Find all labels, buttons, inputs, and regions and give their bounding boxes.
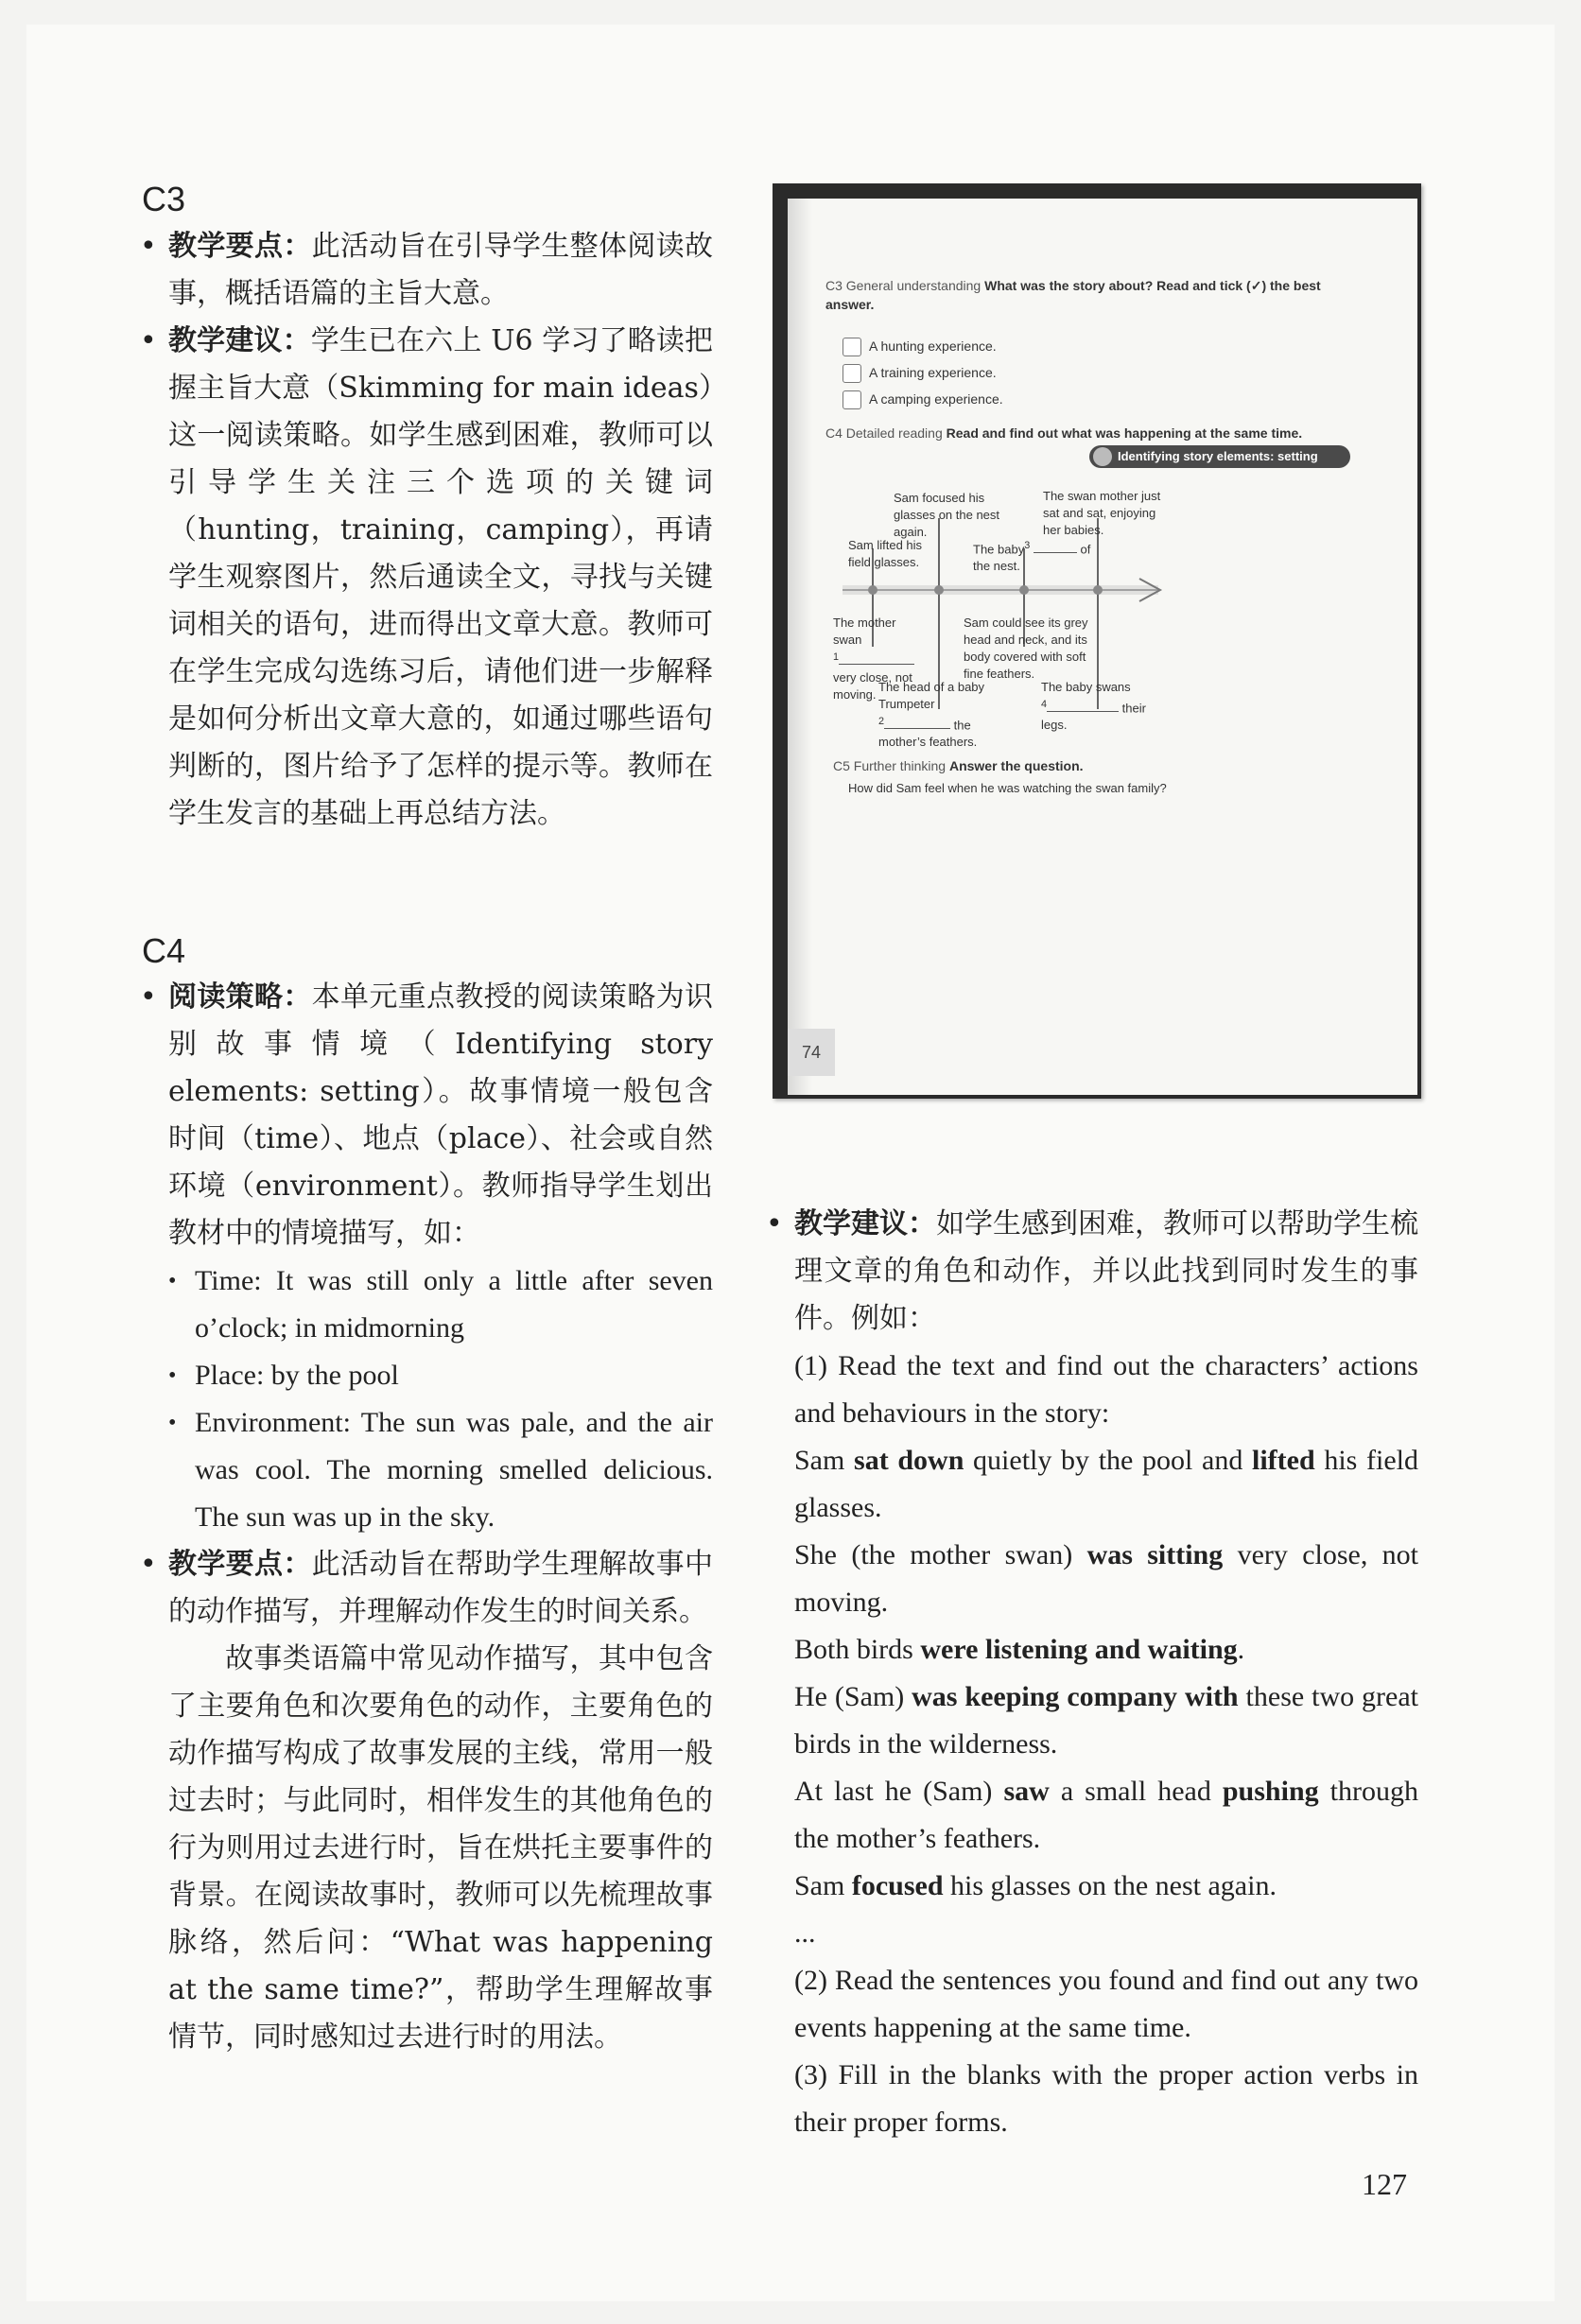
example-time: • Time: It was still only a little after seven o’clock; in midmorning [168, 1257, 713, 1352]
right-teaching-suggestion-label: 教学建议： [794, 1207, 936, 1240]
example-sentence-5: At last he (Sam) saw a small head pushing through the mother’s feathers. [794, 1776, 1418, 1854]
b3a: The head of a baby Trumpeter [878, 680, 985, 711]
timeline-top-1: Sam focused his glasses on the nest again. [894, 491, 1000, 539]
blank-num-4: 4 [1041, 699, 1048, 710]
strategy-badge-label: Identifying story elements: setting [1118, 449, 1318, 463]
example-sentence-4: He (Sam) was keeping company with these two great birds in the wilderness. [794, 1681, 1418, 1760]
c4-examples [140, 1257, 713, 1541]
b4b: their legs. [1041, 701, 1146, 733]
right-teaching-suggestion-text: 如学生感到困难，教师可以帮助学生梳理文章的角色和动作，并以此找到同时发生的事件。例如： [794, 1207, 1418, 1335]
blank-4-row [1041, 696, 1173, 734]
blank-num-3: 3 [1024, 540, 1031, 551]
b1b: very close, not moving. [833, 670, 912, 702]
inset-page-number: 74 [788, 1029, 835, 1076]
right-teaching-suggestion [766, 1201, 1418, 1343]
c3-body [140, 223, 713, 838]
step-3: (3) Fill in the blanks with the proper action verbs in their proper forms. [794, 2059, 1418, 2138]
b4a: The baby swans [1041, 680, 1131, 694]
blank-4[interactable] [1047, 711, 1119, 712]
c3-teaching-suggestion-label: 教学建议： [168, 324, 311, 357]
c3-teaching-suggestion-text: 学生已在六上 U6 学习了略读把握主旨大意（Skimming for main ideas）这一阅读策略。如学生感到困难，教师可以引导学生关注三个选项的关键词（hunting，training，camping），再请学生观察图片，然后通读全文，寻找与关键词相关的语句，进而得出文章大意。教师可在学生完成勾选练习后，请他们进一步解释是如何分析出文章大意的，如通过哪些语句判断的，图片给予了怎样的提示等。教师在学生发言的基础上再总结方法。 [168, 324, 714, 830]
c4-reading-strategy-label: 阅读策略： [168, 980, 312, 1014]
c4-reading-strategy-text: 本单元重点教授的阅读策略为识别故事情境（Identifying story elements: setting）。故事情境一般包含时间（time）、地点（place）、社会或自然环境（environment）。教师指导学生划出教材中的情境描写，如： [168, 980, 714, 1250]
timeline-bottom-3 [878, 679, 1011, 751]
inset-c3-instr: What was the story about? Read and tick (✓) the best answer. [825, 278, 1321, 312]
timeline-top-4 [973, 537, 1096, 575]
option-hunting-label: A hunting experience. [869, 338, 997, 354]
textbook-inset [773, 183, 1421, 1099]
example-sentence-6: Sam focused his glasses on the nest again. [794, 1870, 1277, 1901]
step-1: (1) Read the text and find out the characters’ actions and behaviours in the story: [794, 1350, 1418, 1429]
example-sentence-2: She (the mother swan) was sitting very close, not moving. [794, 1539, 1419, 1618]
blank-num-2: 2 [878, 716, 885, 727]
blank-2[interactable] [884, 728, 950, 729]
inset-c5-heading [833, 756, 1381, 775]
t4a: The baby [973, 542, 1025, 557]
blank-3[interactable] [1034, 552, 1077, 553]
c4-body [140, 974, 713, 2061]
c4-teaching-point-label: 教学要点： [168, 1548, 312, 1581]
c4-action-description: 故事类语篇中常见动作描写，其中包含了主要角色和次要角色的动作，主要角色的动作描写构成了故事发展的主线，常用一般过去时；与此同时，相伴发生的其他角色的行为则用过去进行时，旨在烘托主要事件的背景。在阅读故事时，教师可以先梳理故事脉络，然后问：“What was happening at the same time?”，帮助学生理解故事情节，同时感知过去进行时的用法。 [168, 1642, 713, 2054]
blank-1[interactable] [839, 664, 914, 665]
c3-teaching-point-text: 此活动旨在引导学生整体阅读故事，概括语篇的主旨大意。 [168, 230, 714, 310]
option-camping-label: A camping experience. [869, 391, 1003, 407]
t4b: of the nest. [973, 542, 1091, 574]
example-place: • Place: by the pool [168, 1352, 713, 1399]
inset-c4-label: C4 Detailed reading [825, 425, 943, 441]
c3-heading: C3 [142, 180, 186, 218]
c4-teaching-point [140, 1541, 713, 1636]
example-environment: • Environment: The sun was pale, and the air was cool. The morning smelled delicious. The sun was up in the sky. [168, 1399, 713, 1541]
right-body [766, 1201, 1418, 2146]
inset-c3-label: C3 General understanding [825, 278, 982, 293]
timeline-top-2: The swan mother just sat and sat, enjoying her babies. [1043, 489, 1161, 537]
textbook-inset-page [788, 199, 1417, 1095]
c4-reading-strategy [140, 974, 713, 1257]
timeline-bottom-4 [1041, 679, 1173, 734]
inset-c4-instr: Read and find out what was happening at the same time. [946, 425, 1303, 441]
page-number: 127 [1362, 2167, 1407, 2201]
blank-1-row [833, 649, 928, 669]
example-sentence-1: Sam sat down quietly by the pool and lifted his field glasses. [794, 1445, 1418, 1523]
c4-heading: C4 [142, 931, 186, 970]
timeline-bottom-2: Sam could see its grey head and neck, and its body covered with soft fine feathers. [964, 616, 1088, 681]
step-2: (2) Read the sentences you found and find out any two events happening at the same time. [794, 1965, 1418, 2043]
c3-teaching-point [140, 223, 713, 318]
inset-c5-label: C5 Further thinking [833, 758, 947, 773]
option-training-label: A training experience. [869, 365, 997, 380]
example-sentence-3: Both birds were listening and waiting. [794, 1634, 1245, 1665]
ellipsis: ... [794, 1917, 816, 1949]
c3-teaching-suggestion [140, 318, 713, 838]
b3b: the mother’s feathers. [878, 718, 978, 750]
c4-teaching-point-text: 此活动旨在帮助学生理解故事中的动作描写，并理解动作发生的时间关系。 [168, 1548, 714, 1628]
b1a: The mother swan [833, 616, 896, 647]
inset-c5-question: How did Sam feel when he was watching the swan family? [848, 781, 1167, 795]
timeline-top-3: Sam lifted his field glasses. [848, 538, 923, 569]
c3-teaching-point-label: 教学要点： [168, 230, 312, 263]
inset-c5-instr: Answer the question. [948, 758, 1084, 773]
right-steps [766, 1343, 1418, 2146]
blank-2-row [878, 713, 1011, 751]
blank-num-1: 1 [833, 651, 840, 663]
